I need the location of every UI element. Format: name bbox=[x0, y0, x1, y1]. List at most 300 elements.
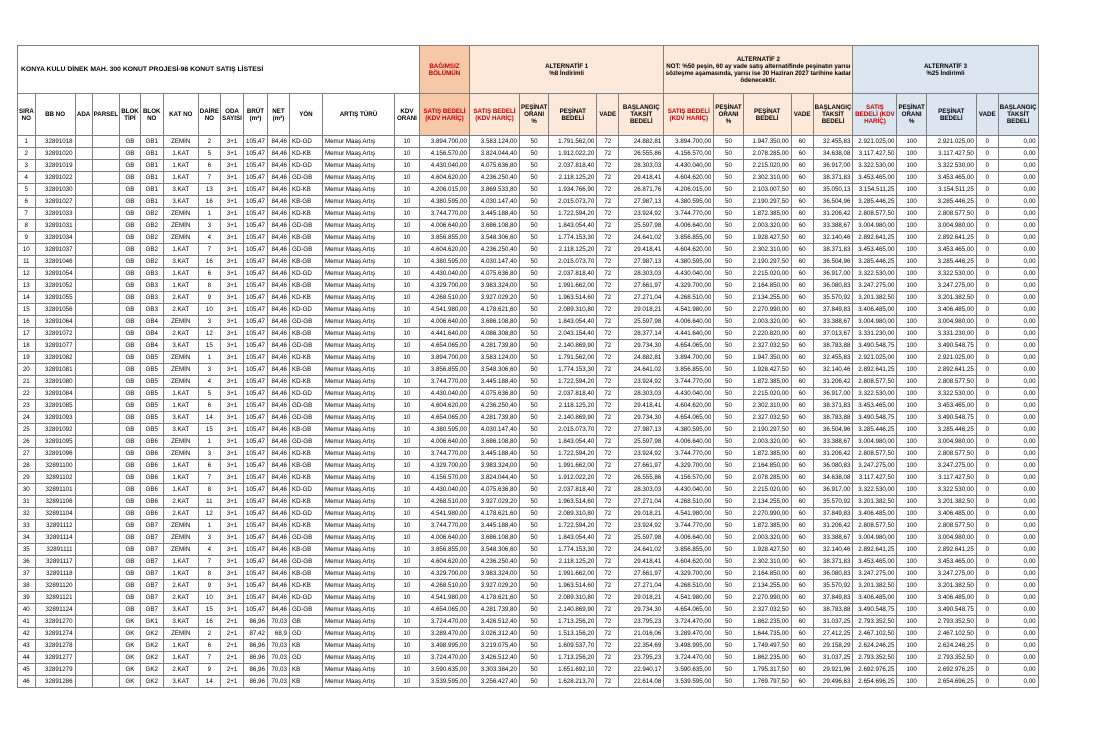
table-cell[interactable]: 32891104 bbox=[35, 508, 75, 520]
table-cell[interactable]: GB6 bbox=[140, 484, 163, 496]
table-cell[interactable]: 4.075.636,80 bbox=[469, 484, 519, 496]
table-cell[interactable]: 72 bbox=[597, 424, 619, 436]
table-cell[interactable]: Memur Maaş Artış bbox=[322, 508, 394, 520]
table-cell[interactable] bbox=[75, 652, 92, 664]
table-cell[interactable] bbox=[92, 340, 120, 352]
table-cell[interactable]: 60 bbox=[791, 544, 813, 556]
table-cell[interactable]: GB bbox=[120, 220, 141, 232]
table-cell[interactable]: GD-GB bbox=[289, 604, 322, 616]
table-cell[interactable]: 4.030.147,40 bbox=[469, 256, 519, 268]
table-cell[interactable]: 3.KAT bbox=[163, 412, 198, 424]
table-cell[interactable]: 1.KAT bbox=[163, 160, 198, 172]
table-cell[interactable]: 0 bbox=[976, 472, 998, 484]
table-cell[interactable]: 1.609.537,70 bbox=[549, 640, 597, 652]
table-cell[interactable]: GB bbox=[120, 136, 141, 148]
table-cell[interactable]: 1.928.427,50 bbox=[743, 544, 791, 556]
table-cell[interactable]: 2.793.352,50 bbox=[926, 616, 976, 628]
table-cell[interactable]: 1.KAT bbox=[163, 460, 198, 472]
table-cell[interactable]: 27.661,97 bbox=[619, 280, 664, 292]
table-cell[interactable]: 3+1 bbox=[221, 256, 244, 268]
table-cell[interactable]: 105,47 bbox=[244, 148, 268, 160]
table-cell[interactable]: 3.983.324,00 bbox=[469, 280, 519, 292]
table-cell[interactable]: 4.604.620,00 bbox=[419, 244, 469, 256]
table-cell[interactable]: 3.KAT bbox=[163, 424, 198, 436]
table-cell[interactable]: 32891117 bbox=[35, 556, 75, 568]
table-cell[interactable]: 50 bbox=[519, 544, 548, 556]
table-cell[interactable]: GD-GB bbox=[289, 244, 322, 256]
table-cell[interactable]: KB-GB bbox=[289, 544, 322, 556]
table-cell[interactable]: 2.808.577,50 bbox=[926, 520, 976, 532]
table-cell[interactable]: KD-KB bbox=[289, 292, 322, 304]
table-cell[interactable]: 2.164.850,00 bbox=[743, 460, 791, 472]
table-cell[interactable]: 2.KAT bbox=[163, 304, 198, 316]
table-cell[interactable]: 10 bbox=[394, 352, 419, 364]
table-cell[interactable]: 9 bbox=[198, 292, 220, 304]
table-cell[interactable]: 3.285.446,25 bbox=[853, 196, 897, 208]
table-cell[interactable]: 3+1 bbox=[221, 280, 244, 292]
table-cell[interactable]: 31.037,25 bbox=[813, 616, 853, 628]
table-cell[interactable]: Memur Maaş Artış bbox=[322, 136, 394, 148]
table-cell[interactable]: 2.302.310,00 bbox=[743, 556, 791, 568]
table-cell[interactable]: 2.118.125,20 bbox=[549, 400, 597, 412]
table-cell[interactable]: 3.285.446,25 bbox=[853, 256, 897, 268]
table-cell[interactable]: 33.388,67 bbox=[813, 532, 853, 544]
table-cell[interactable]: 3+1 bbox=[221, 556, 244, 568]
table-cell[interactable]: 3.539.595,00 bbox=[664, 676, 714, 688]
table-cell[interactable]: Memur Maaş Artış bbox=[322, 316, 394, 328]
table-cell[interactable]: 3.117.427,50 bbox=[853, 148, 897, 160]
table-cell[interactable]: 3 bbox=[198, 220, 220, 232]
table-cell[interactable]: 3+1 bbox=[221, 400, 244, 412]
table-cell[interactable]: 32891037 bbox=[35, 244, 75, 256]
table-cell[interactable]: 3.856.855,00 bbox=[664, 232, 714, 244]
table-cell[interactable]: 4.236.250,40 bbox=[469, 244, 519, 256]
table-cell[interactable]: GB2 bbox=[140, 232, 163, 244]
table-cell[interactable]: 29.418,41 bbox=[619, 556, 664, 568]
table-cell[interactable]: 1.644.735,00 bbox=[743, 628, 791, 640]
table-cell[interactable]: 3+1 bbox=[221, 424, 244, 436]
table-cell[interactable]: 3.004.980,00 bbox=[853, 532, 897, 544]
table-cell[interactable]: 72 bbox=[597, 244, 619, 256]
table-cell[interactable]: 50 bbox=[714, 220, 743, 232]
table-cell[interactable]: 50 bbox=[714, 616, 743, 628]
table-cell[interactable]: 32891112 bbox=[35, 520, 75, 532]
table-cell[interactable]: 32.140,46 bbox=[813, 364, 853, 376]
table-cell[interactable]: 3.490.548,75 bbox=[853, 340, 897, 352]
table-cell[interactable]: 86,96 bbox=[244, 664, 268, 676]
table-cell[interactable]: 60 bbox=[791, 160, 813, 172]
table-cell[interactable]: GB1 bbox=[140, 160, 163, 172]
table-cell[interactable]: 1.843.054,40 bbox=[549, 316, 597, 328]
table-cell[interactable]: 1.KAT bbox=[163, 148, 198, 160]
table-cell[interactable]: 10 bbox=[394, 676, 419, 688]
table-cell[interactable]: GB bbox=[120, 328, 141, 340]
table-cell[interactable]: 43 bbox=[18, 640, 36, 652]
table-cell[interactable]: 32891064 bbox=[35, 316, 75, 328]
table-cell[interactable]: 23.924,92 bbox=[619, 448, 664, 460]
table-cell[interactable]: 4.006.640,00 bbox=[419, 316, 469, 328]
table-cell[interactable]: 1.KAT bbox=[163, 280, 198, 292]
table-cell[interactable]: GB bbox=[120, 556, 141, 568]
table-cell[interactable]: 4.329.700,00 bbox=[419, 280, 469, 292]
table-cell[interactable]: 2.327.032,50 bbox=[743, 412, 791, 424]
table-cell[interactable]: Memur Maaş Artış bbox=[322, 388, 394, 400]
table-cell[interactable]: 84,46 bbox=[267, 316, 289, 328]
table-cell[interactable]: 32891077 bbox=[35, 340, 75, 352]
table-cell[interactable]: 50 bbox=[714, 604, 743, 616]
table-cell[interactable]: 84,46 bbox=[267, 400, 289, 412]
table-cell[interactable]: 2.037.818,40 bbox=[549, 388, 597, 400]
table-cell[interactable]: 0 bbox=[976, 640, 998, 652]
table-cell[interactable]: 50 bbox=[519, 652, 548, 664]
table-cell[interactable]: 29.418,41 bbox=[619, 400, 664, 412]
table-cell[interactable]: 50 bbox=[714, 628, 743, 640]
table-cell[interactable]: 3+1 bbox=[221, 472, 244, 484]
table-cell[interactable]: GB bbox=[120, 580, 141, 592]
table-cell[interactable]: 0 bbox=[976, 628, 998, 640]
table-cell[interactable]: 3+1 bbox=[221, 376, 244, 388]
table-cell[interactable]: KD-GD bbox=[289, 484, 322, 496]
table-cell[interactable]: 13 bbox=[198, 184, 220, 196]
table-cell[interactable]: 2.089.310,80 bbox=[549, 304, 597, 316]
table-cell[interactable]: 2.892.641,25 bbox=[853, 364, 897, 376]
table-cell[interactable]: GK2 bbox=[140, 664, 163, 676]
table-cell[interactable]: 0,00 bbox=[998, 280, 1038, 292]
table-cell[interactable] bbox=[92, 412, 120, 424]
table-cell[interactable]: GB bbox=[120, 160, 141, 172]
table-cell[interactable]: 0,00 bbox=[998, 256, 1038, 268]
table-cell[interactable]: 2 bbox=[198, 628, 220, 640]
table-cell[interactable]: 0,00 bbox=[998, 316, 1038, 328]
table-cell[interactable]: 84,46 bbox=[267, 412, 289, 424]
table-cell[interactable]: 29.734,30 bbox=[619, 412, 664, 424]
table-cell[interactable]: 0 bbox=[976, 448, 998, 460]
table-cell[interactable]: 28.303,03 bbox=[619, 388, 664, 400]
table-cell[interactable]: 3.548.306,60 bbox=[469, 232, 519, 244]
table-cell[interactable]: 1.947.350,00 bbox=[743, 352, 791, 364]
table-cell[interactable]: 0 bbox=[976, 340, 998, 352]
table-cell[interactable]: 0 bbox=[976, 148, 998, 160]
table-cell[interactable]: 60 bbox=[791, 592, 813, 604]
table-cell[interactable]: GB4 bbox=[140, 328, 163, 340]
table-cell[interactable]: 32891056 bbox=[35, 304, 75, 316]
table-cell[interactable]: 10 bbox=[394, 340, 419, 352]
table-cell[interactable]: 87,42 bbox=[244, 628, 268, 640]
table-cell[interactable]: 14 bbox=[198, 412, 220, 424]
table-cell[interactable]: 60 bbox=[791, 376, 813, 388]
table-cell[interactable]: 0 bbox=[976, 616, 998, 628]
table-cell[interactable]: 10 bbox=[394, 532, 419, 544]
table-cell[interactable] bbox=[92, 556, 120, 568]
table-cell[interactable]: 7 bbox=[198, 556, 220, 568]
table-cell[interactable]: 25.597,98 bbox=[619, 436, 664, 448]
table-cell[interactable]: 72 bbox=[597, 232, 619, 244]
table-cell[interactable]: KB-GB bbox=[289, 280, 322, 292]
table-cell[interactable]: 10 bbox=[18, 244, 36, 256]
table-cell[interactable]: 60 bbox=[791, 472, 813, 484]
table-cell[interactable]: GK2 bbox=[140, 640, 163, 652]
table-cell[interactable]: 31.206,42 bbox=[813, 208, 853, 220]
table-cell[interactable]: 3+1 bbox=[221, 292, 244, 304]
table-cell[interactable]: GD bbox=[289, 628, 322, 640]
table-cell[interactable]: 0,00 bbox=[998, 556, 1038, 568]
table-cell[interactable]: 2.808.577,50 bbox=[926, 208, 976, 220]
table-cell[interactable]: 3.539.595,00 bbox=[419, 676, 469, 688]
table-cell[interactable]: 2.327.032,50 bbox=[743, 604, 791, 616]
table-cell[interactable]: 3.927.029,20 bbox=[469, 580, 519, 592]
table-cell[interactable]: KD-KB bbox=[289, 496, 322, 508]
table-cell[interactable]: GB7 bbox=[140, 604, 163, 616]
table-cell[interactable]: Memur Maaş Artış bbox=[322, 568, 394, 580]
table-cell[interactable]: 72 bbox=[597, 520, 619, 532]
table-cell[interactable]: Memur Maaş Artış bbox=[322, 376, 394, 388]
table-cell[interactable]: Memur Maaş Artış bbox=[322, 148, 394, 160]
table-cell[interactable]: 3.490.548,75 bbox=[853, 604, 897, 616]
table-cell[interactable]: Memur Maaş Artış bbox=[322, 328, 394, 340]
table-cell[interactable] bbox=[92, 304, 120, 316]
table-cell[interactable]: 7 bbox=[198, 652, 220, 664]
table-cell[interactable]: 3.453.465,00 bbox=[853, 172, 897, 184]
table-cell[interactable]: GB bbox=[120, 472, 141, 484]
table-cell[interactable]: 84,46 bbox=[267, 148, 289, 160]
table-cell[interactable]: 50 bbox=[714, 376, 743, 388]
table-cell[interactable]: 84,46 bbox=[267, 196, 289, 208]
table-cell[interactable]: KD-KB bbox=[289, 376, 322, 388]
table-cell[interactable]: 60 bbox=[791, 640, 813, 652]
table-cell[interactable]: 32.140,46 bbox=[813, 232, 853, 244]
table-cell[interactable]: GB bbox=[120, 184, 141, 196]
table-cell[interactable]: 3+1 bbox=[221, 496, 244, 508]
table-cell[interactable]: 105,47 bbox=[244, 532, 268, 544]
table-cell[interactable]: 86,96 bbox=[244, 640, 268, 652]
table-cell[interactable]: 72 bbox=[597, 388, 619, 400]
table-cell[interactable]: 50 bbox=[714, 676, 743, 688]
table-cell[interactable]: 50 bbox=[714, 172, 743, 184]
table-cell[interactable]: 0,00 bbox=[998, 364, 1038, 376]
table-cell[interactable]: 50 bbox=[714, 244, 743, 256]
table-cell[interactable]: 84,46 bbox=[267, 256, 289, 268]
table-cell[interactable]: 37.849,83 bbox=[813, 304, 853, 316]
table-cell[interactable]: GK2 bbox=[140, 652, 163, 664]
table-cell[interactable]: 72 bbox=[597, 652, 619, 664]
table-cell[interactable]: 15 bbox=[198, 604, 220, 616]
table-cell[interactable]: 0,00 bbox=[998, 184, 1038, 196]
table-cell[interactable]: 84,46 bbox=[267, 424, 289, 436]
table-cell[interactable]: Memur Maaş Artış bbox=[322, 628, 394, 640]
table-cell[interactable]: 50 bbox=[714, 388, 743, 400]
table-cell[interactable]: 10 bbox=[394, 616, 419, 628]
table-cell[interactable]: 4.329.700,00 bbox=[664, 568, 714, 580]
table-cell[interactable]: 60 bbox=[791, 412, 813, 424]
table-cell[interactable]: GB4 bbox=[140, 340, 163, 352]
table-cell[interactable]: 72 bbox=[597, 592, 619, 604]
table-cell[interactable]: 3+1 bbox=[221, 268, 244, 280]
table-cell[interactable]: 4.654.065,00 bbox=[664, 412, 714, 424]
table-cell[interactable]: 10 bbox=[394, 412, 419, 424]
table-cell[interactable]: 72 bbox=[597, 160, 619, 172]
table-cell[interactable] bbox=[92, 232, 120, 244]
table-cell[interactable]: 86,96 bbox=[244, 616, 268, 628]
table-cell[interactable]: 3.490.548,75 bbox=[926, 340, 976, 352]
table-cell[interactable] bbox=[75, 184, 92, 196]
table-cell[interactable]: 3.117.427,50 bbox=[926, 148, 976, 160]
table-cell[interactable]: 50 bbox=[519, 556, 548, 568]
table-cell[interactable]: 2.003.320,00 bbox=[743, 316, 791, 328]
table-cell[interactable]: 0 bbox=[976, 136, 998, 148]
table-cell[interactable]: 60 bbox=[791, 520, 813, 532]
table-cell[interactable]: 1.963.514,60 bbox=[549, 292, 597, 304]
table-cell[interactable]: 2.808.577,50 bbox=[853, 376, 897, 388]
table-cell[interactable]: 0,00 bbox=[998, 160, 1038, 172]
table-cell[interactable]: 3.004.980,00 bbox=[926, 316, 976, 328]
table-cell[interactable]: 105,47 bbox=[244, 340, 268, 352]
table-cell[interactable]: 105,47 bbox=[244, 412, 268, 424]
table-cell[interactable]: 4.206.015,00 bbox=[664, 184, 714, 196]
table-cell[interactable] bbox=[92, 496, 120, 508]
table-cell[interactable]: 29.018,21 bbox=[619, 592, 664, 604]
table-cell[interactable]: 10 bbox=[394, 400, 419, 412]
table-cell[interactable]: 84,46 bbox=[267, 280, 289, 292]
table-cell[interactable]: 50 bbox=[714, 460, 743, 472]
table-cell[interactable]: GB6 bbox=[140, 472, 163, 484]
table-cell[interactable]: ZEMİN bbox=[163, 136, 198, 148]
table-cell[interactable]: 2.078.285,00 bbox=[743, 472, 791, 484]
table-cell[interactable]: 3.004.980,00 bbox=[853, 316, 897, 328]
table-cell[interactable] bbox=[92, 316, 120, 328]
table-cell[interactable]: 3.490.548,75 bbox=[853, 412, 897, 424]
table-cell[interactable]: 50 bbox=[519, 172, 548, 184]
table-cell[interactable]: ZEMİN bbox=[163, 532, 198, 544]
table-cell[interactable]: 72 bbox=[597, 268, 619, 280]
table-cell[interactable]: 3.445.188,40 bbox=[469, 448, 519, 460]
table-cell[interactable]: 50 bbox=[714, 400, 743, 412]
table-cell[interactable]: GB7 bbox=[140, 532, 163, 544]
table-cell[interactable]: 2.164.850,00 bbox=[743, 280, 791, 292]
table-cell[interactable]: GB bbox=[120, 148, 141, 160]
table-cell[interactable] bbox=[75, 508, 92, 520]
table-cell[interactable]: 4.604.620,00 bbox=[664, 172, 714, 184]
table-cell[interactable]: 0 bbox=[976, 268, 998, 280]
table-cell[interactable]: 36.504,96 bbox=[813, 196, 853, 208]
table-cell[interactable]: 0 bbox=[976, 424, 998, 436]
table-cell[interactable]: 29 bbox=[18, 472, 36, 484]
table-cell[interactable] bbox=[92, 616, 120, 628]
table-cell[interactable]: 3.322.530,00 bbox=[926, 484, 976, 496]
table-cell[interactable]: 2.892.641,25 bbox=[926, 232, 976, 244]
table-cell[interactable]: 50 bbox=[714, 148, 743, 160]
table-cell[interactable]: 27.661,97 bbox=[619, 568, 664, 580]
table-cell[interactable]: KB bbox=[289, 676, 322, 688]
table-cell[interactable]: Memur Maaş Artış bbox=[322, 556, 394, 568]
table-cell[interactable]: Memur Maaş Artış bbox=[322, 472, 394, 484]
table-cell[interactable]: 50 bbox=[519, 328, 548, 340]
table-cell[interactable]: Memur Maaş Artış bbox=[322, 196, 394, 208]
table-cell[interactable]: 32.140,46 bbox=[813, 544, 853, 556]
table-cell[interactable]: 84,46 bbox=[267, 160, 289, 172]
table-cell[interactable]: 72 bbox=[597, 472, 619, 484]
table-cell[interactable]: 10 bbox=[394, 172, 419, 184]
table-cell[interactable]: 3.KAT bbox=[163, 196, 198, 208]
table-cell[interactable]: 3.686.108,80 bbox=[469, 220, 519, 232]
table-cell[interactable]: 50 bbox=[714, 304, 743, 316]
table-cell[interactable]: Memur Maaş Artış bbox=[322, 652, 394, 664]
table-cell[interactable]: 32891100 bbox=[35, 460, 75, 472]
table-cell[interactable]: 2.KAT bbox=[163, 664, 198, 676]
table-cell[interactable]: 4.329.700,00 bbox=[419, 460, 469, 472]
table-cell[interactable]: 11 bbox=[18, 256, 36, 268]
table-cell[interactable] bbox=[75, 616, 92, 628]
table-cell[interactable]: 105,47 bbox=[244, 304, 268, 316]
table-cell[interactable]: 10 bbox=[394, 652, 419, 664]
table-cell[interactable]: 100 bbox=[897, 568, 926, 580]
table-cell[interactable]: 105,47 bbox=[244, 352, 268, 364]
table-cell[interactable]: GB4 bbox=[140, 316, 163, 328]
table-cell[interactable]: 19 bbox=[18, 352, 36, 364]
table-cell[interactable]: 84,46 bbox=[267, 460, 289, 472]
table-cell[interactable]: KD-GD bbox=[289, 160, 322, 172]
table-cell[interactable]: 100 bbox=[897, 520, 926, 532]
table-cell[interactable]: 50 bbox=[714, 160, 743, 172]
table-cell[interactable] bbox=[75, 244, 92, 256]
table-cell[interactable]: 60 bbox=[791, 352, 813, 364]
table-cell[interactable]: 32 bbox=[18, 508, 36, 520]
table-cell[interactable]: 32891121 bbox=[35, 592, 75, 604]
table-cell[interactable]: GK bbox=[120, 628, 141, 640]
table-cell[interactable]: 10 bbox=[198, 592, 220, 604]
table-cell[interactable]: 34.638,08 bbox=[813, 148, 853, 160]
table-cell[interactable]: GD-GB bbox=[289, 220, 322, 232]
table-cell[interactable]: 50 bbox=[519, 160, 548, 172]
table-cell[interactable]: 10 bbox=[394, 220, 419, 232]
table-cell[interactable]: GB3 bbox=[140, 280, 163, 292]
table-cell[interactable]: 12 bbox=[18, 268, 36, 280]
table-cell[interactable]: KD-KB bbox=[289, 580, 322, 592]
table-cell[interactable]: 4.178.621,60 bbox=[469, 508, 519, 520]
table-cell[interactable]: Memur Maaş Artış bbox=[322, 304, 394, 316]
table-cell[interactable]: 4.178.621,60 bbox=[469, 304, 519, 316]
table-cell[interactable] bbox=[92, 424, 120, 436]
table-cell[interactable]: 3.004.980,00 bbox=[926, 436, 976, 448]
table-cell[interactable]: GB bbox=[289, 616, 322, 628]
table-cell[interactable]: 4.268.510,00 bbox=[419, 580, 469, 592]
table-cell[interactable]: 1.991.662,00 bbox=[549, 280, 597, 292]
table-cell[interactable]: Memur Maaş Artış bbox=[322, 256, 394, 268]
table-cell[interactable]: 84,46 bbox=[267, 448, 289, 460]
table-cell[interactable]: 72 bbox=[597, 148, 619, 160]
table-cell[interactable]: 32891274 bbox=[35, 628, 75, 640]
table-cell[interactable]: GB bbox=[120, 448, 141, 460]
table-cell[interactable]: 3.983.324,00 bbox=[469, 568, 519, 580]
table-cell[interactable]: GB2 bbox=[140, 220, 163, 232]
table-cell[interactable]: 72 bbox=[597, 292, 619, 304]
table-cell[interactable]: 32891114 bbox=[35, 532, 75, 544]
table-cell[interactable]: 105,47 bbox=[244, 184, 268, 196]
table-cell[interactable]: 105,47 bbox=[244, 220, 268, 232]
table-cell[interactable]: 105,47 bbox=[244, 280, 268, 292]
table-cell[interactable]: 3.289.470,00 bbox=[664, 628, 714, 640]
table-cell[interactable]: 3.498.995,00 bbox=[419, 640, 469, 652]
table-cell[interactable]: 105,47 bbox=[244, 256, 268, 268]
table-cell[interactable]: GB bbox=[120, 172, 141, 184]
table-cell[interactable]: GB bbox=[120, 316, 141, 328]
table-cell[interactable]: 1.928.427,50 bbox=[743, 364, 791, 376]
table-cell[interactable]: 0,00 bbox=[998, 484, 1038, 496]
table-cell[interactable]: 72 bbox=[597, 544, 619, 556]
table-cell[interactable]: GB5 bbox=[140, 412, 163, 424]
table-cell[interactable]: 72 bbox=[597, 184, 619, 196]
table-cell[interactable]: 0 bbox=[976, 280, 998, 292]
table-cell[interactable]: 37 bbox=[18, 568, 36, 580]
